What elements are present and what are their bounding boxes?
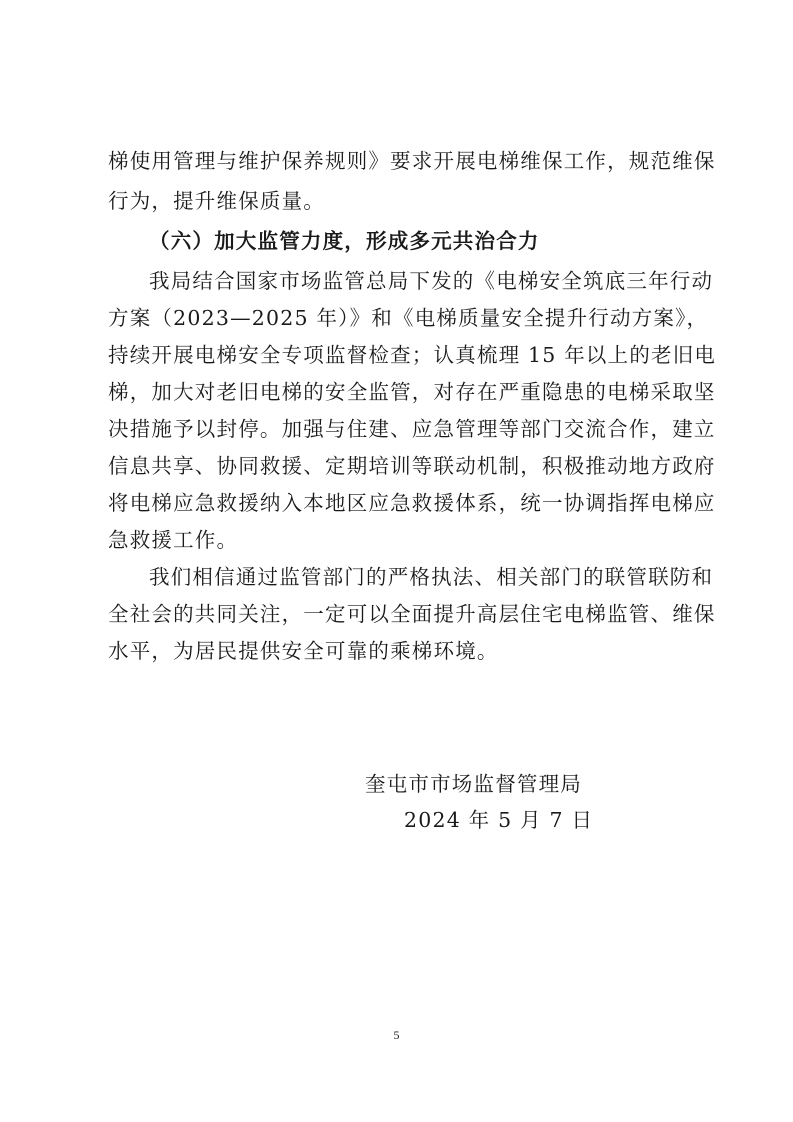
paragraph-line: 行为，提升维保质量。 [108,189,325,213]
signature-org: 奎屯市市场监督管理局 [365,772,582,796]
paragraph-line: 持续开展电梯安全专项监督检查；认真梳理 15 年以上的老旧电 [108,343,717,367]
paragraph-line: 将电梯应急救援纳入本地区应急救援体系，统一协调指挥电梯应 [108,491,716,515]
paragraph-line: 方案（2023—2025 年）》和《电梯质量安全提升行动方案》， [108,306,709,330]
paragraph-line: 全社会的共同关注，一定可以全面提升高层住宅电梯监管、维保 [108,602,716,626]
paragraph-line: 我们相信通过监管部门的严格执法、相关部门的联管联防和 [149,565,714,589]
page-number: 5 [393,1028,400,1042]
section-heading: （六）加大监管力度，形成多元共治合力 [149,229,540,253]
paragraph-line: 我局结合国家市场监管总局下发的《电梯安全筑底三年行动 [149,269,714,293]
signature-date: 2024 年 5 月 7 日 [404,808,594,832]
paragraph-line: 急救援工作。 [108,528,239,552]
paragraph-line: 决措施予以封停。加强与住建、应急管理等部门交流合作，建立 [108,417,716,441]
paragraph-line: 水平，为居民提供安全可靠的乘梯环境。 [108,639,499,663]
paragraph-line: 信息共享、协同救援、定期培训等联动机制，积极推动地方政府 [108,454,716,478]
paragraph-line: 梯使用管理与维护保养规则》要求开展电梯维保工作，规范维保 [108,149,716,173]
paragraph-line: 梯，加大对老旧电梯的安全监管，对存在严重隐患的电梯采取坚 [108,380,716,404]
